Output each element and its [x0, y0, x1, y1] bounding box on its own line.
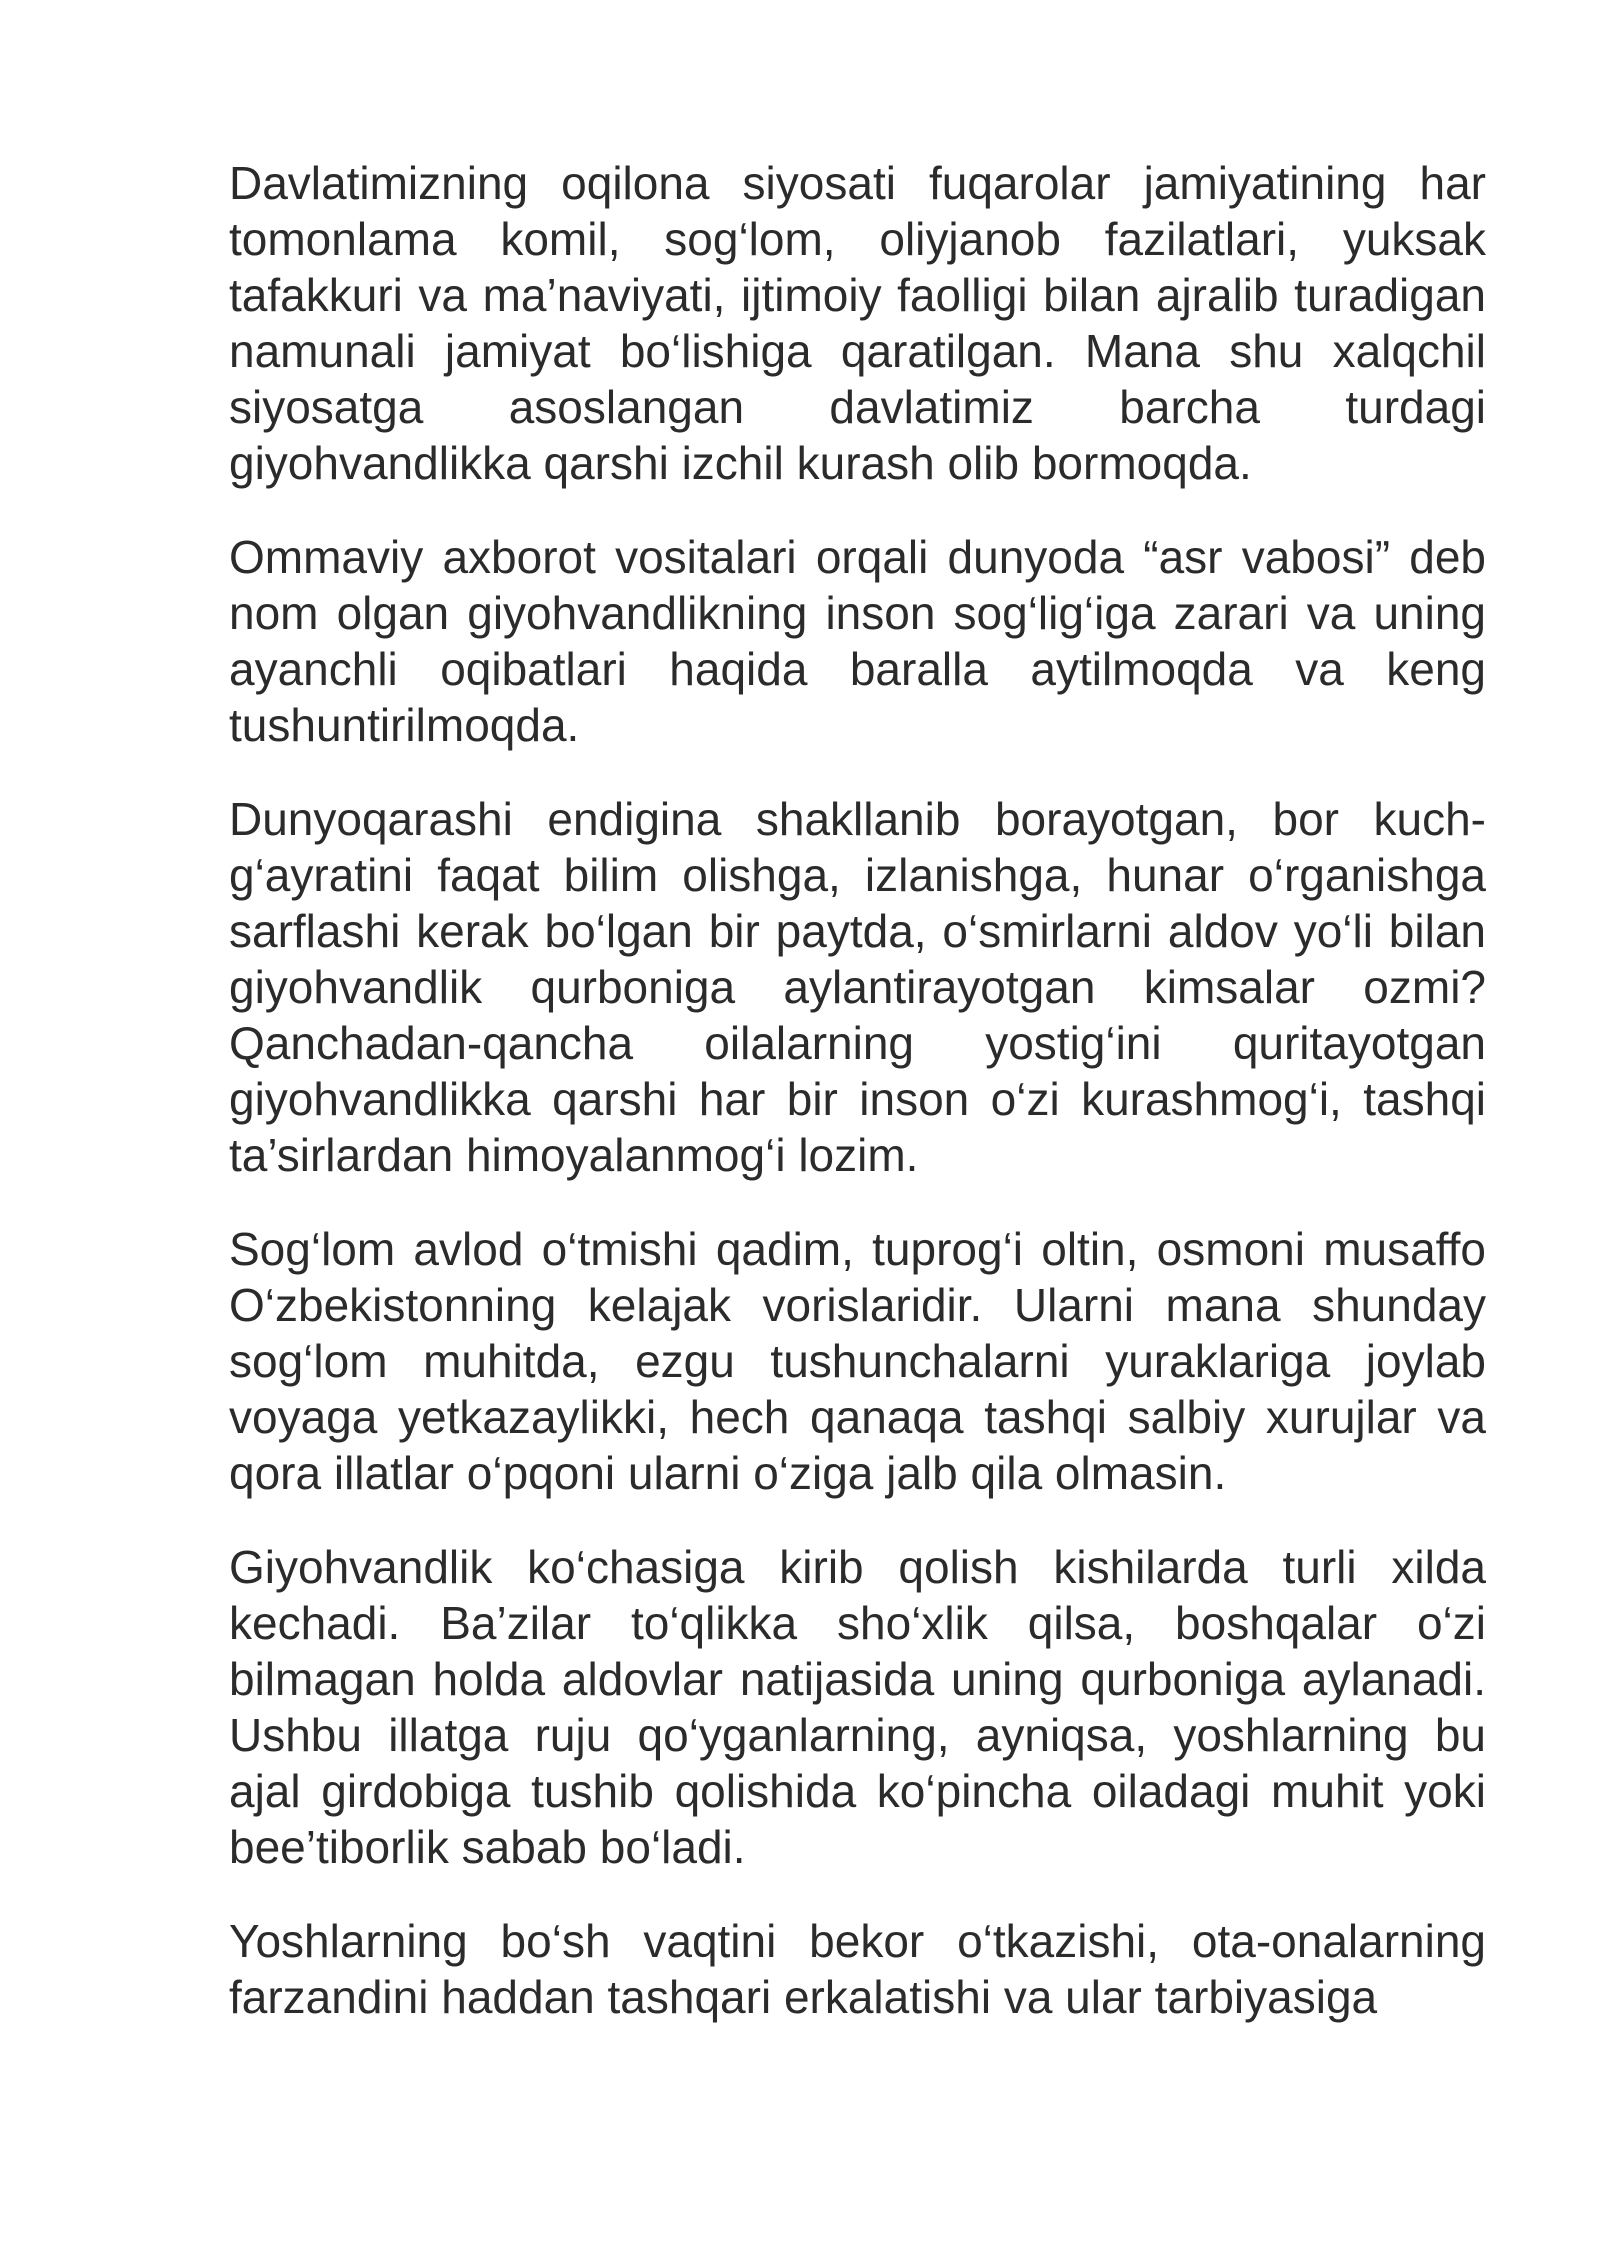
paragraph-5: Giyohvandlik ko‘chasiga kirib qolish kishilarda turli xilda kechadi. Ba’zilar to‘qlikka sho‘xlik qilsa, boshqalar o‘zi bilmagan holda aldovlar natijasida uning qurboniga aylanadi. Ushbu illatga ruju qo‘yganlarning, ayniqsa, yoshlarning bu ajal girdobiga tushib qolishida ko‘pincha oiladagi muhit yoki bee’tiborlik sabab bo‘ladi. [229, 1541, 1486, 1873]
paragraph-1: Davlatimizning oqilona siyosati fuqarolar jamiyatining har tomonlama komil, sog‘lom, oliyjanob fazilatlari, yuksak tafakkuri va ma’naviyati, ijtimoiy faolligi bilan ajralib turadigan namunali jamiyat bo‘lishiga qaratilgan. Mana shu xalqchil siyosatga asoslangan davlatimiz barcha turdagi giyohvandlikka qarshi izchil kurash olib bormoqda. [229, 157, 1486, 489]
paragraph-3: Dunyoqarashi endigina shakllanib borayotgan, bor kuch-g‘ayratini faqat bilim olishga, izlanishga, hunar o‘rganishga sarflashi kerak bo‘lgan bir paytda, o‘smirlarni aldov yo‘li bilan giyohvandlik qurboniga aylantirayotgan kimsalar ozmi? Qanchadan-qancha oilalarning yostig‘ini quritayotgan giyohvandlikka qarshi har bir inson o‘zi kurashmog‘i, tashqi ta’sirlardan himoyalanmog‘i lozim. [229, 793, 1486, 1181]
paragraph-6: Yoshlarning bo‘sh vaqtini bekor o‘tkazishi, ota-onalarning farzandini haddan tashqari erkalatishi va ular tarbiyasiga [229, 1915, 1486, 2023]
document-body [229, 155, 1486, 2063]
paragraph-4: Sog‘lom avlod o‘tmishi qadim, tuprog‘i oltin, osmoni musaffo O‘zbekistonning kelajak vorislaridir. Ularni mana shunday sog‘lom muhitda, ezgu tushunchalarni yuraklariga joylab voyaga yetkazaylikki, hech qanaqa tashqi salbiy xurujlar va qora illatlar o‘pqoni ularni o‘ziga jalb qila olmasin. [229, 1223, 1486, 1499]
paragraph-2: Ommaviy axborot vositalari orqali dunyoda “asr vabosi” deb nom olgan giyohvandlikning inson sog‘lig‘iga zarari va uning ayanchli oqibatlari haqida baralla aytilmoqda va keng tushuntirilmoqda. [229, 531, 1486, 751]
